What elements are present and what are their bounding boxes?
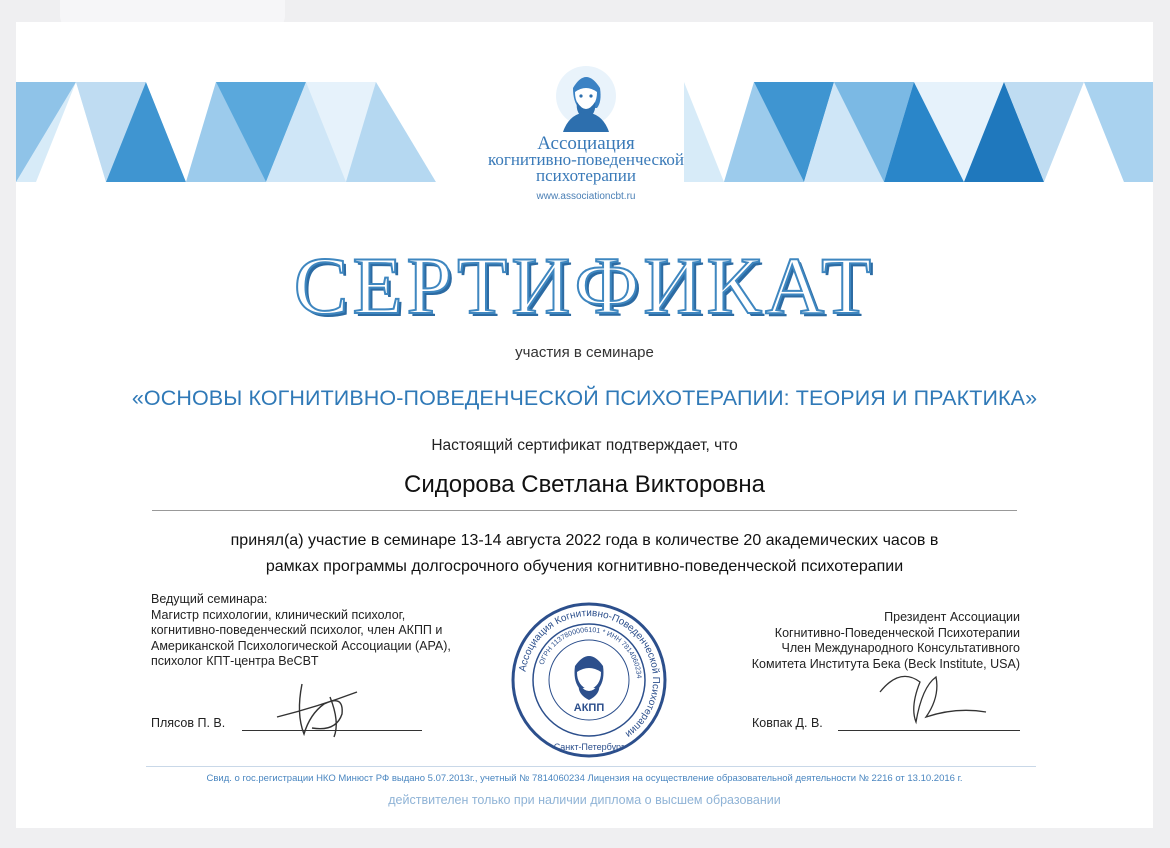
logo-line-1: Ассоциация: [537, 133, 635, 154]
association-seal: [509, 600, 669, 760]
seal-city: Санкт-Петербург: [553, 742, 625, 752]
recipient-name: Сидорова Светлана Викторовна: [403, 471, 766, 498]
footer-divider: [146, 766, 1036, 767]
logo-line-3: психотерапии: [536, 166, 636, 185]
president-signature: [878, 662, 998, 732]
registration-info: Свид. о гос.регистрации НКО Минюст РФ выдано 5.07.2013г., учетный № 7814060234 Лицензия на осуществление образовательной деятельности № 2216 от 13.10.2016 г.: [206, 773, 963, 784]
certificate-subtitle: участия в семинаре: [515, 344, 654, 361]
portrait-icon: [551, 62, 621, 134]
seal-center-text: АКПП: [573, 702, 605, 714]
certificate-title: СЕРТИФИКАТ: [293, 240, 876, 331]
association-name: [446, 133, 726, 185]
leader-signature-label: Плясов П. В.: [151, 716, 226, 730]
leader-line-5: психолог КПТ-центра BeCBT: [151, 654, 319, 668]
validity-note: действителен только при наличии диплома о высшем образовании: [388, 793, 781, 807]
certificate-page: [16, 22, 1153, 828]
president-line-3: Член Международного Консультативного: [781, 641, 1020, 655]
leader-line-2: Магистр психологии, клинический психолог,: [151, 607, 406, 622]
logo-line-2: когнитивно-поведенческой: [487, 150, 685, 169]
leader-line-1: Ведущий семинара:: [151, 592, 268, 606]
president-signature-label: Ковпак Д. В.: [752, 716, 823, 730]
leader-line-4: Американской Психологической Ассоциации (APA),: [151, 638, 451, 653]
leader-signature: [272, 672, 382, 742]
president-line-2: Когнитивно-Поведенческой Психотерапии: [774, 625, 1020, 640]
confirm-text: Настоящий сертификат подтверждает, что: [431, 437, 738, 454]
seal-inner-text: ОГРН 1137800006101 * ИНН 7814060234: [538, 626, 643, 679]
leader-info: [151, 592, 531, 670]
logo-url: www.associationcbt.ru: [536, 191, 636, 202]
decorative-band-left: [16, 82, 436, 182]
seal-outer-text: Ассоциация Когнитивно-Поведенческой Психотерапии: [517, 607, 662, 740]
name-underline: [152, 510, 1017, 511]
body-line-1: принял(а) участие в семинаре 13-14 августа 2022 года в количестве 20 академических часов в: [230, 532, 939, 549]
leader-line-3: когнитивно-поведенческий психолог, член АКПП и: [151, 623, 443, 637]
president-line-1: Президент Ассоциации: [884, 610, 1020, 624]
certificate-body: [126, 528, 1043, 580]
association-logo: [446, 62, 726, 222]
president-line-4: Комитета Института Бека (Beck Institute, USA): [751, 656, 1020, 671]
seminar-title: «ОСНОВЫ КОГНИТИВНО-ПОВЕДЕНЧЕСКОЙ ПСИХОТЕРАПИИ: ТЕОРИЯ И ПРАКТИКА»: [131, 386, 1038, 410]
body-line-2: рамках программы долгосрочного обучения когнитивно-поведенческой психотерапии: [265, 558, 904, 575]
decorative-band-right: [684, 82, 1153, 182]
